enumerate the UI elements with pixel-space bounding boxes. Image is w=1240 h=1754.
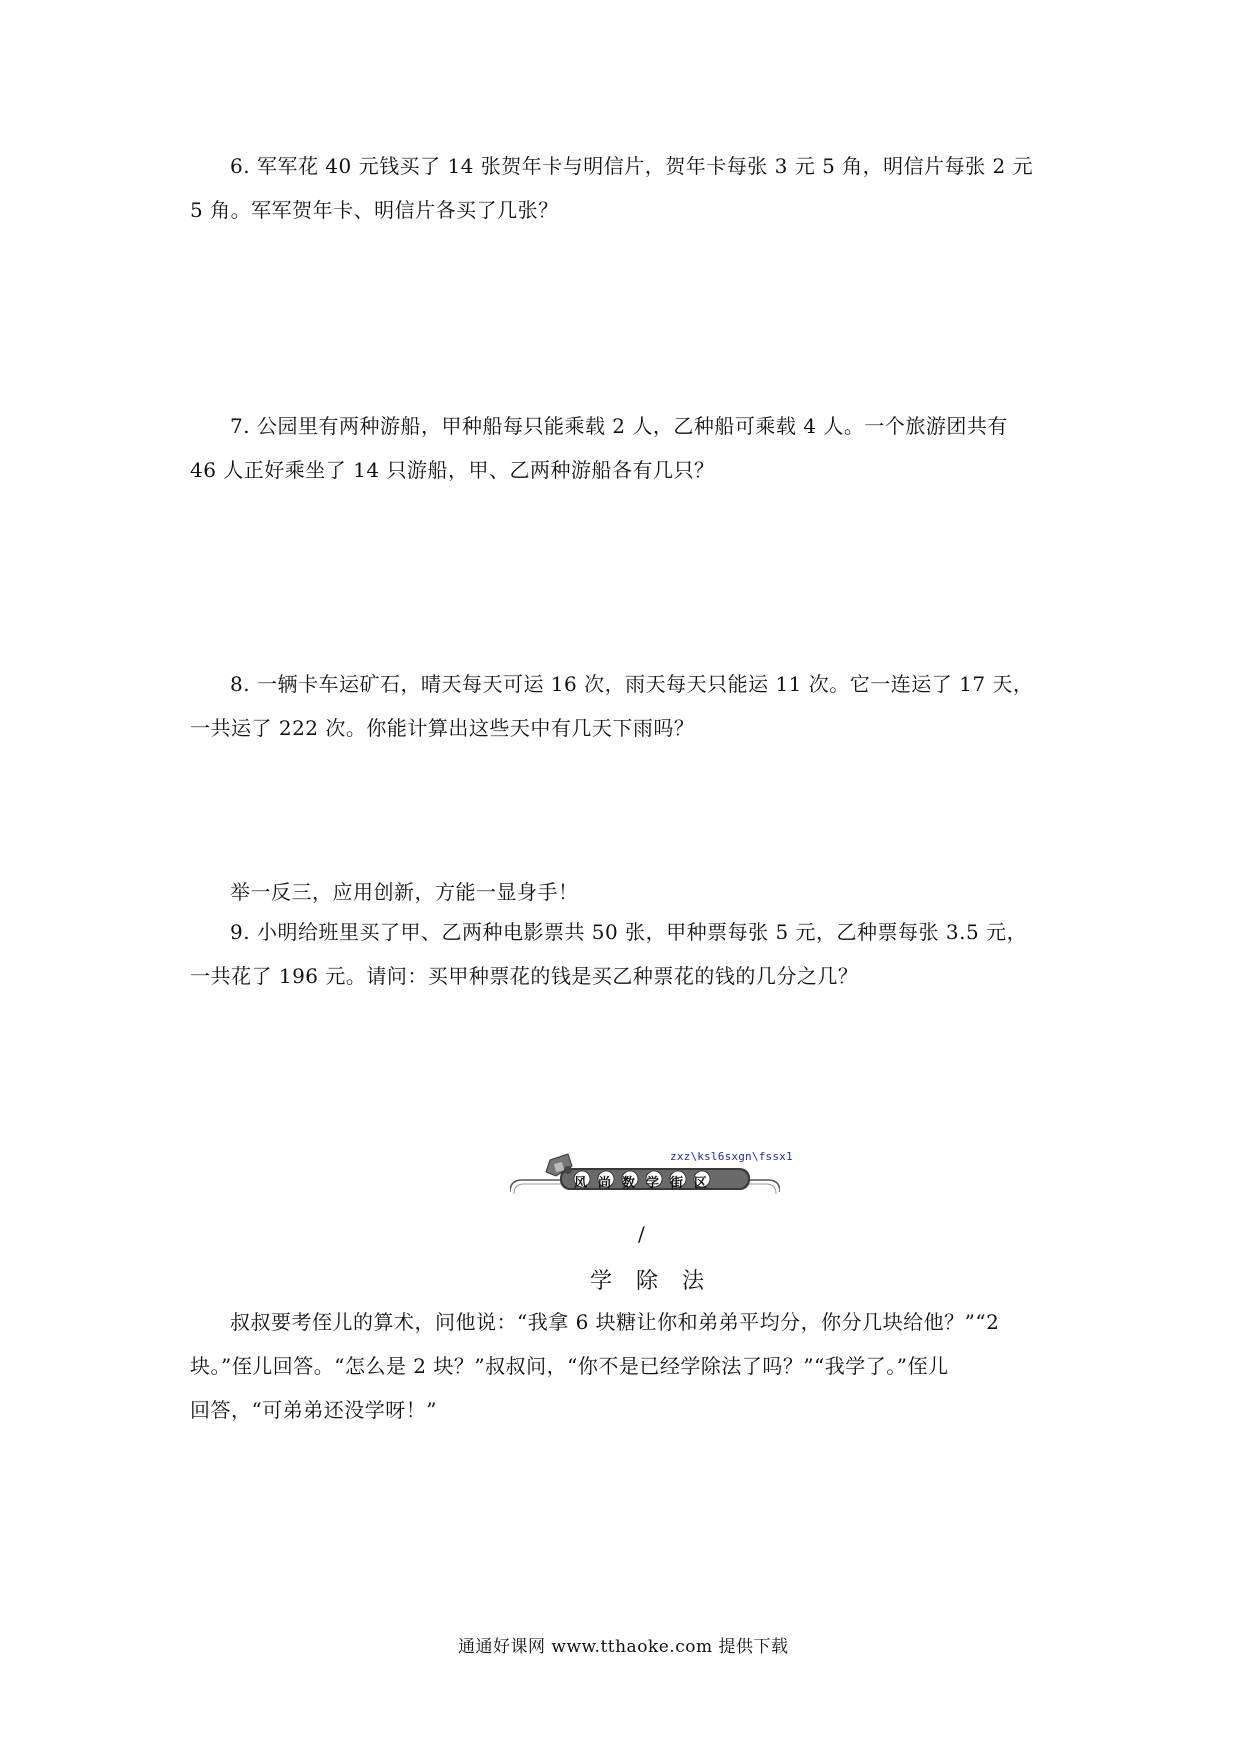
question-9-line-1: 9. 小明给班里买了甲、乙两种电影票共 50 张，甲种票每张 5 元，乙种票每张 3.5 元， [230,920,1028,944]
question-7-line-2: 46 人正好乘坐了 14 只游船，甲、乙两种游船各有几只？ [190,458,715,482]
joke-body [190,1300,1060,1432]
question-8-line-1: 8. 一辆卡车运矿石，晴天每天可运 16 次，雨天每天只能运 11 次。它一连运了 17 天， [230,672,1034,696]
joke-line-3: 回答，“可弟弟还没学呀！” [190,1398,437,1422]
question-8 [190,662,1060,750]
joke-title: 学除法 [590,1269,729,1294]
question-6 [190,144,1060,232]
question-6-line-1: 6. 军军花 40 元钱买了 14 张贺年卡与明信片，贺年卡每张 3 元 5 角，明信片每张 2 元 [230,154,1034,178]
slash-mark: / [638,1222,645,1246]
pencil-figure-icon [546,1154,572,1176]
motto-text: 举一反三，应用创新，方能一显身手！ [230,880,579,904]
question-9-line-2: 一共花了 196 元。请问：买甲种票花的钱是买乙种票花的钱的几分之几？ [190,964,859,988]
question-9 [190,910,1060,998]
question-7 [190,404,1060,492]
joke-line-2: 块。”侄儿回答。“怎么是 2 块？”叔叔问，“你不是已经学除法了吗？”“我学了。”侄儿 [190,1354,949,1378]
banner-code: zxz\ksl6sxgn\fssx1 [670,1150,793,1163]
page-footer: 通通好课网 www.tthaoke.com 提供下载 [458,1637,789,1657]
banner-title: 风尚数学街区 [574,1176,719,1191]
section-motto [190,870,1060,914]
question-8-line-2: 一共运了 222 次。你能计算出这些天中有几天下雨吗？ [190,716,695,740]
math-street-banner [510,1150,793,1210]
joke-line-1: 叔叔要考侄儿的算术，问他说：“我拿 6 块糖让你和弟弟平均分，你分几块给他？”“2 [230,1310,1000,1334]
question-7-line-1: 7. 公园里有两种游船，甲种船每只能乘载 2 人，乙种船可乘载 4 人。一个旅游团共有 [230,414,1008,438]
question-6-line-2: 5 角。军军贺年卡、明信片各买了几张？ [190,198,559,222]
